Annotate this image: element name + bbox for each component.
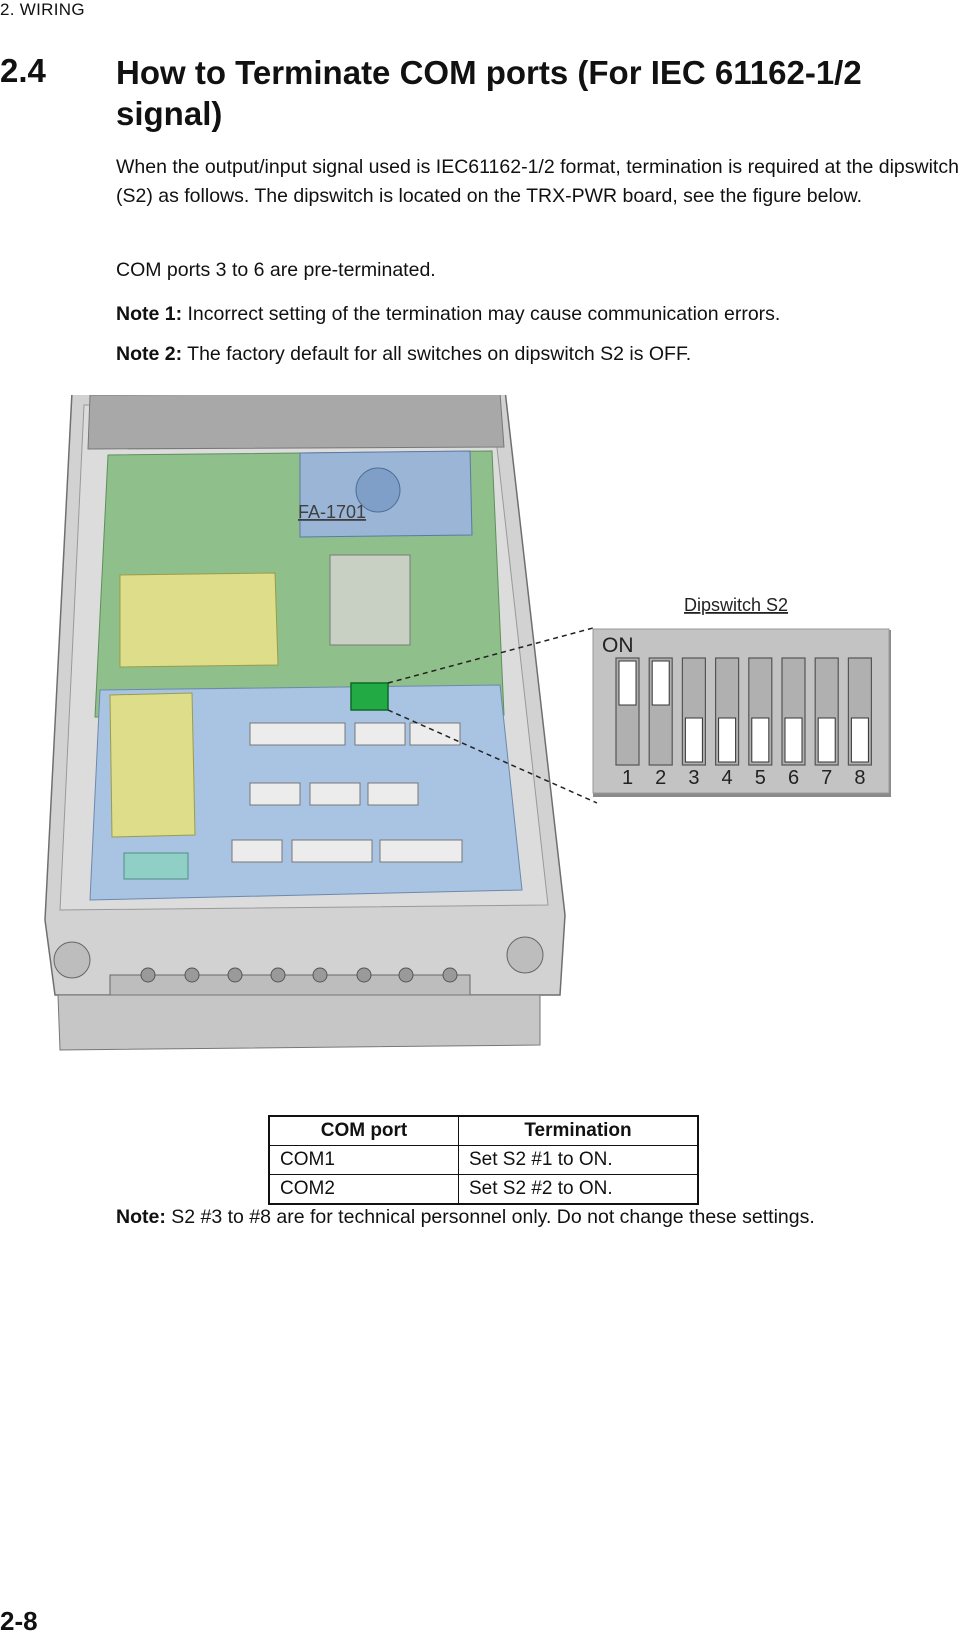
table-row [269,1146,698,1175]
table-header-com-port: COM port [269,1116,459,1146]
table-cell-com-port: COM1 [269,1146,459,1175]
table-cell-com-port: COM2 [269,1175,459,1205]
table-row [269,1175,698,1205]
section-number: 2.4 [0,52,46,89]
dipswitch-number-5: 5 [754,767,766,789]
dipswitch-number-7: 7 [821,767,833,789]
dipswitch-number-1: 1 [621,767,634,789]
dipswitch-number-8: 8 [854,767,866,789]
section-title: How to Terminate COM ports (For IEC 61162-1/2 signal) [116,54,862,132]
dipswitch-handle-3 [685,718,702,762]
dipswitch-number-4: 4 [721,767,733,789]
dipswitch-s2 [593,629,891,797]
table-cell-termination: Set S2 #1 to ON. [459,1146,699,1175]
yellow-block-1 [120,573,278,667]
unit-label: FA-1701 [298,502,367,522]
note-2-text: The factory default for all switches on dipswitch S2 is OFF. [182,343,692,365]
dipswitch-on-label: ON [602,634,634,657]
running-header: 2. WIRING [0,0,85,19]
chassis-top-shelf [88,395,504,449]
note-1-text: Incorrect setting of the termination may cause communication errors. [182,303,781,325]
dipswitch-handle-5 [752,718,769,762]
dipswitch-handle-8 [851,718,868,762]
technical-note-label: Note: [116,1206,166,1228]
page-number: 2-8 [0,1606,38,1636]
table-header-row [269,1116,698,1146]
teal-terminal [124,853,188,879]
technical-note [116,1203,966,1232]
note-2 [116,340,966,369]
unit-figure [0,395,967,1115]
yellow-block-2 [110,693,195,837]
dipswitch-number-6: 6 [787,767,800,789]
dipswitch-handle-4 [719,718,736,762]
table-header-termination: Termination [459,1116,699,1146]
callout-label: Dipswitch S2 [684,595,789,615]
dipswitch-handle-6 [785,718,802,762]
note-2-label: Note 2: [116,343,183,365]
dipswitch-handle-2 [652,661,669,705]
dipswitch-handle-7 [818,718,835,762]
note-1 [116,300,966,329]
gray-module [330,555,410,645]
preterminated-paragraph: COM ports 3 to 6 are pre-terminated. [116,259,436,281]
termination-table [268,1115,699,1205]
technical-note-text: S2 #3 to #8 are for technical personnel only. Do not change these settings. [165,1206,815,1228]
chassis-bottom-flange [58,995,540,1050]
intro-paragraph: When the output/input signal used is IEC61162-1/2 format, termination is required at the dipswitch (S2) as follows. The dipswitch is located on the TRX-PWR board, see the figure below. [116,156,959,207]
dipswitch-handle-1 [619,661,636,705]
table-cell-termination: Set S2 #2 to ON. [459,1175,699,1205]
dipswitch-number-2: 2 [655,767,667,789]
dipswitch-number-3: 3 [688,767,700,789]
board-dipswitch-location [351,683,388,710]
note-1-label: Note 1: [116,303,183,325]
